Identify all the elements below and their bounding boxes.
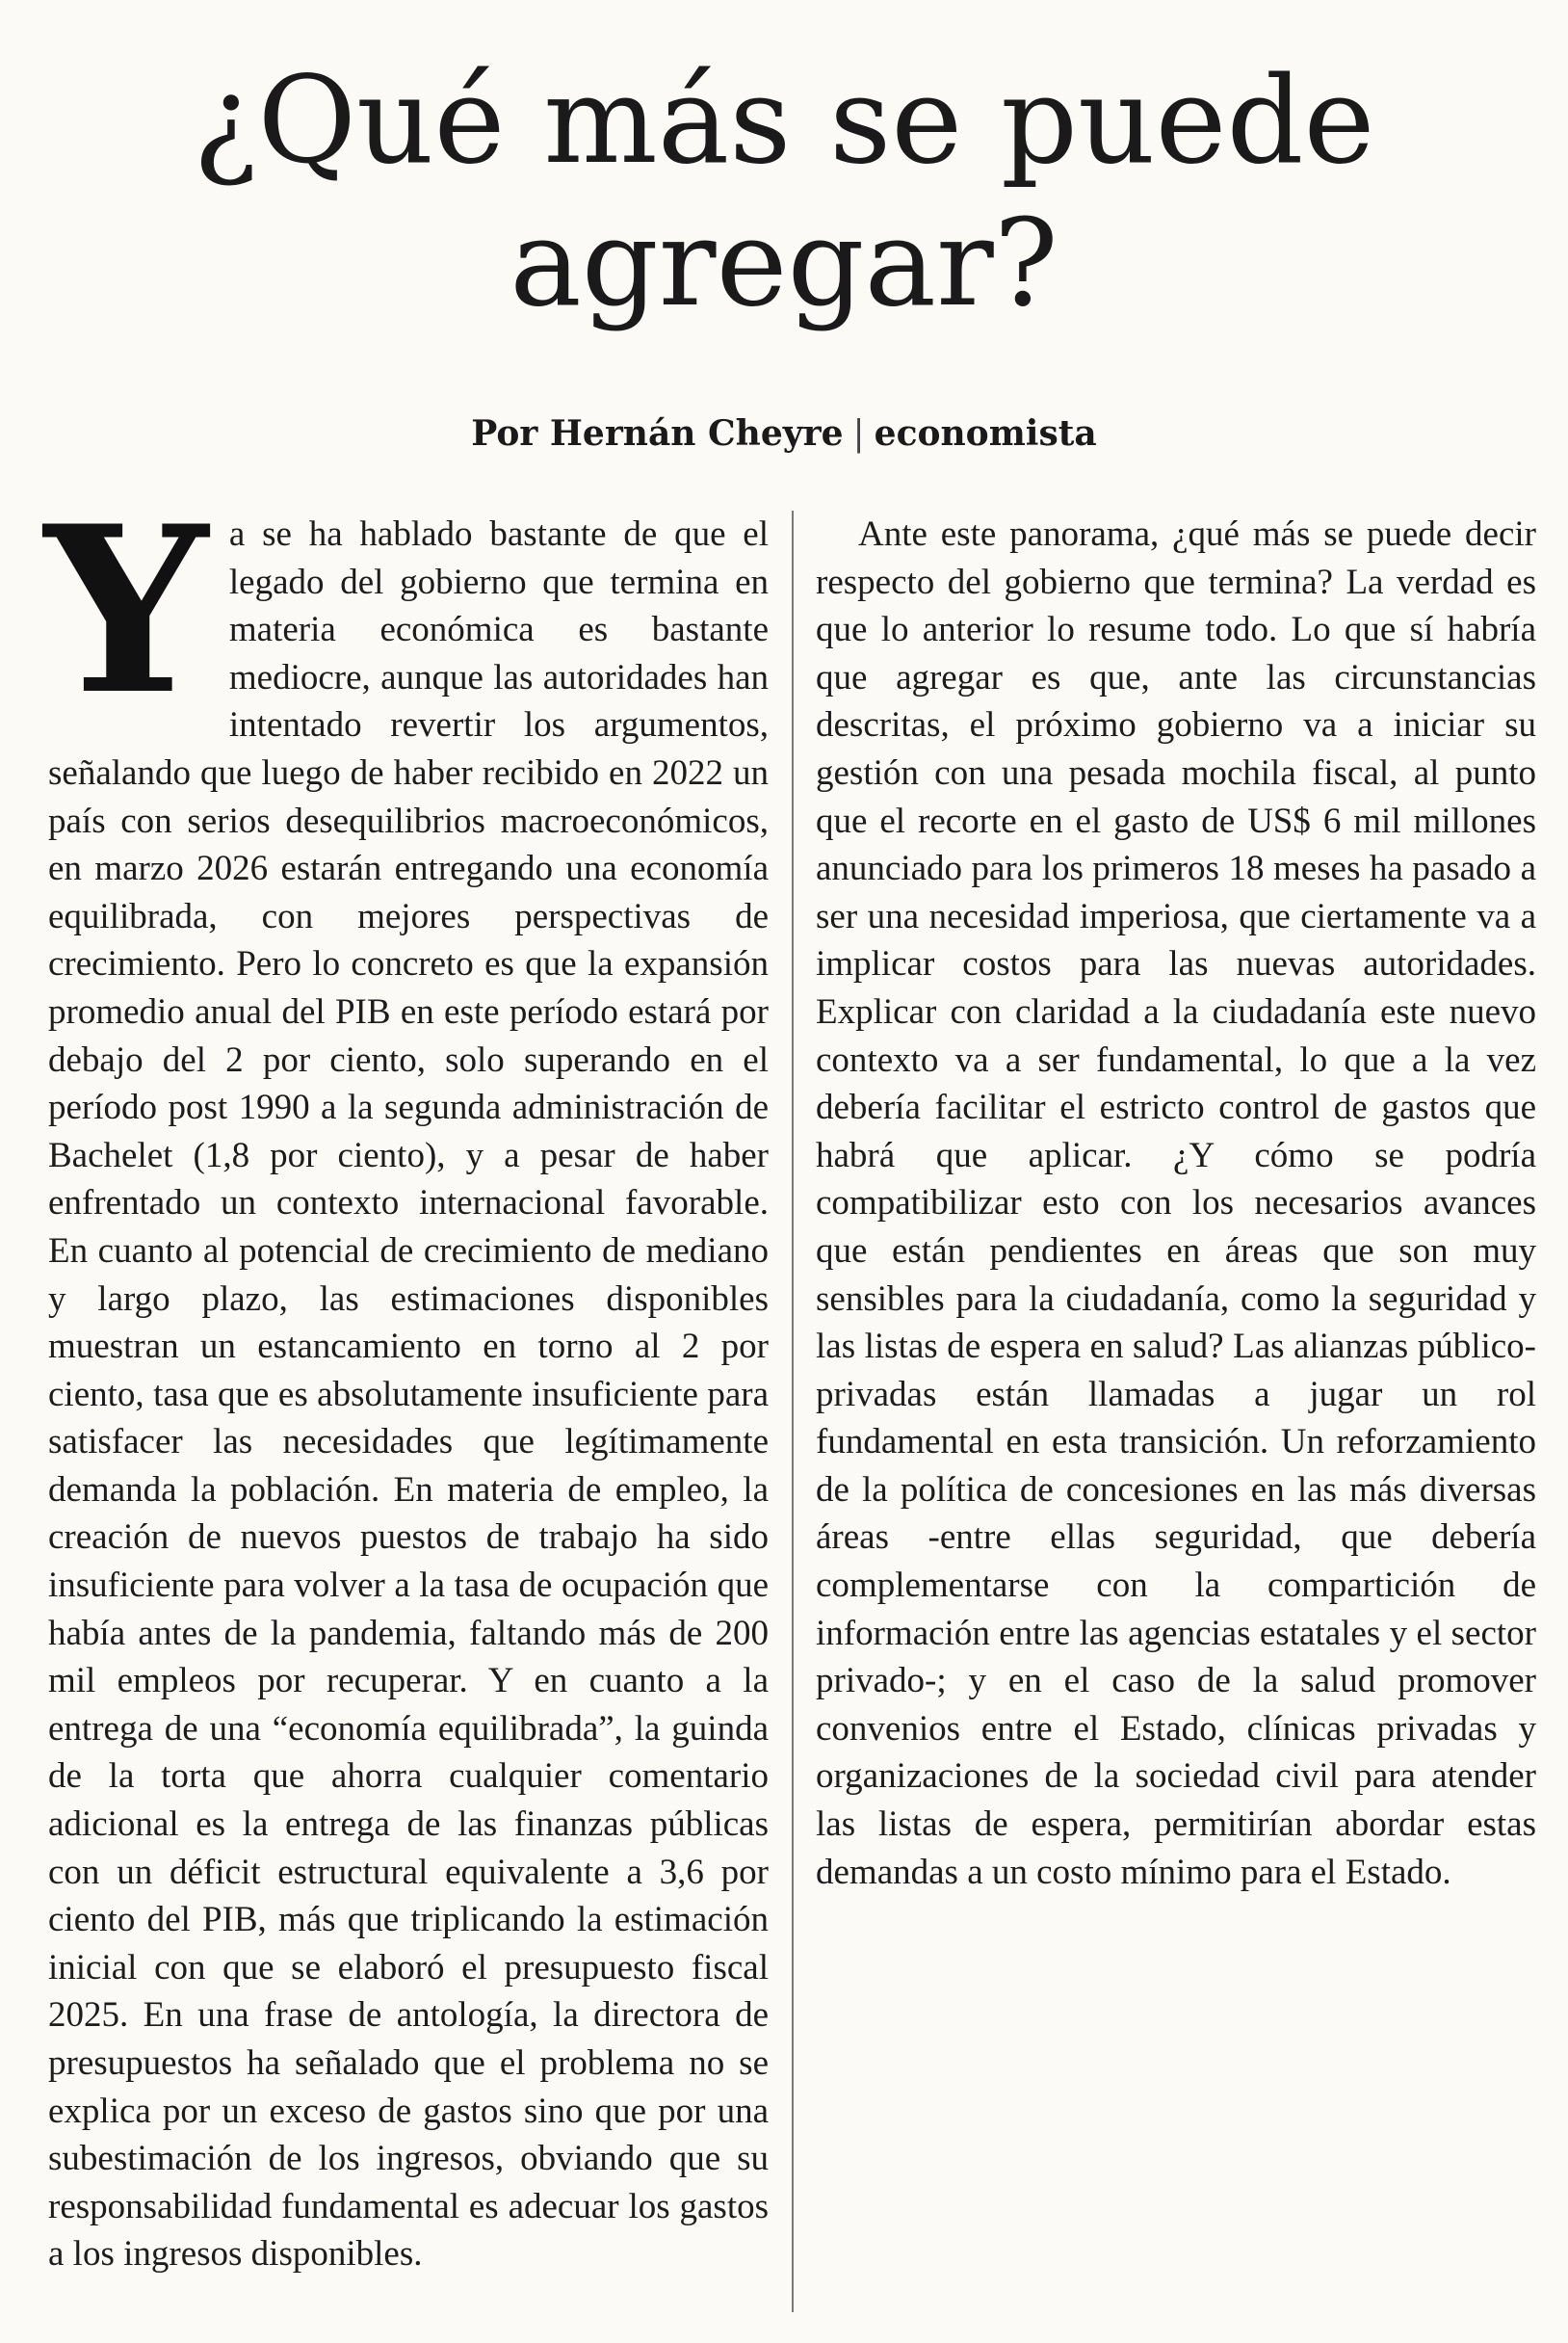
article-byline (0, 409, 1568, 459)
byline-role: economista (874, 413, 1097, 454)
byline-separator: | (852, 414, 865, 454)
drop-cap: Y (44, 477, 208, 746)
article-paragraph-1 (44, 477, 769, 2278)
byline-author: Por Hernán Cheyre (471, 413, 844, 454)
paragraph-1-text: a se ha hablado bastante de que el legado del gobierno que termina en materia económica es bastante mediocre, aunque las autoridades han intentado revertir los argumentos, señalando que luego de haber recibido en 2022 un país con serios desequilibrios macroeconómicos, en marzo 2026 estarán entregando una economía equilibrada, con mejores perspectivas de crecimiento. Pero lo concreto es que la expansión promedio anual del PIB en este período estará por debajo del 2 por ciento, solo superando en el período post 1990 a la segunda administración de Bachelet (1,8 por ciento), y a pesar de haber enfrentado un contexto internacional favorable. En cuanto al potencial de crecimiento de mediano y largo plazo, las estimaciones disponibles muestran un estancamiento en torno al 2 por ciento, tasa que es absolutamente insuficiente para satisfacer las necesidades que legítimamente demanda la población. En materia de empleo, la creación de nuevos puestos de trabajo ha sido insuficiente para volver a la tasa de ocupación que había antes de la pandemia, faltando más de 200 mil empleos por recuperar. Y en cuanto a la entrega de una “economía equilibrada”, la guinda de la torta que ahorra cualquier comentario adicional es la entrega de las finanzas públicas con un déficit estructural equivalente a 3,6 por ciento del PIB, más que triplicando la estimación inicial con que se elaboró el presupuesto fiscal 2025. En una frase de antología, la directora de presupuestos ha señalado que el problema no se explica por un exceso de gastos sino que por una subestimación de los ingresos, obviando que su responsabilidad fundamental es adecuar los gastos a los ingresos disponibles. (48, 514, 769, 2275)
article-paragraph-2: Ante este panorama, ¿qué más se puede decir respecto del gobierno que termina? La verdad es que lo anterior lo resume todo. Lo que sí habría que agregar es que, ante las circunstancias descritas, el próximo gobierno va a iniciar su gestión con una pesada mochila fiscal, al punto que el recorte en el gasto de US$ 6 mil millones anunciado para los primeros 18 meses ha pasado a ser una necesidad imperiosa, que ciertamente va a implicar costos para las nuevas autoridades. Explicar con claridad a la ciudadanía este nuevo contexto va a ser fundamental, lo que a la vez debería facilitar el estricto control de gastos que habrá que aplicar. ¿Y cómo se podría compatibilizar esto con los necesarios avances que están pendientes en áreas que son muy sensibles para la ciudadanía, como la seguridad y las listas de espera en salud? Las alianzas público-privadas están llamadas a jugar un rol fundamental en esta transición. Un reforzamiento de la política de concesiones en las más diversas áreas -entre ellas seguridad, que debería complementarse con la compartición de información entre las agencias estatales y el sector privado-; y en el caso de la salud promover convenios entre el Estado, clínicas privadas y organizaciones de la sociedad civil para atender las listas de espera, permitirían abordar estas demandas a un costo mínimo para el Estado. (816, 514, 1536, 1892)
article-body (44, 477, 1536, 2312)
article-headline: ¿Qué más se puede agregar? (193, 51, 1375, 333)
